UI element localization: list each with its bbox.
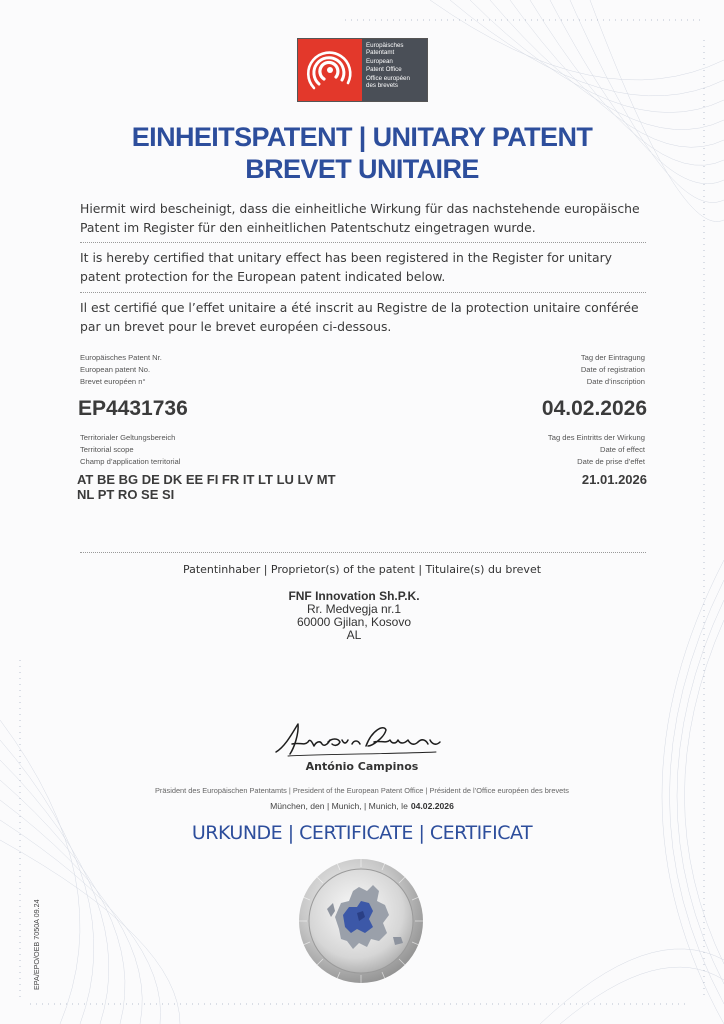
handwritten-signature xyxy=(268,716,448,760)
patent-no-label-en: European patent No. xyxy=(80,365,151,374)
logo-line: Patent Office xyxy=(366,65,402,73)
place-text: München, den | Munich, | Munich, le xyxy=(270,801,408,811)
territorial-scope-line: AT BE BG DE DK EE FI FR IT LT LU LV MT xyxy=(77,472,336,487)
form-code: EPA/EPO/OEB 7050A 09.24 xyxy=(32,899,41,990)
proprietor-country: AL xyxy=(346,628,362,642)
logo-line: Europäisches xyxy=(366,42,404,49)
epo-emblem-icon xyxy=(298,39,362,101)
territorial-scope xyxy=(77,472,397,502)
territorial-scope-labels xyxy=(80,432,180,468)
registration-label-de: Tag der Eintragung xyxy=(580,353,645,362)
effect-label-de: Tag des Eintritts der Wirkung xyxy=(547,433,645,442)
proprietor-city: 60000 Gjilan, Kosovo xyxy=(296,615,412,629)
epo-logo-text xyxy=(362,39,427,101)
silver-seal-europe-map-icon xyxy=(297,857,425,985)
signatory-role: Präsident des Europäischen Patentamts | President of the European Patent Office | Président de l’Office européen des brevets xyxy=(155,786,569,795)
title-line-1: EINHEITSPATENT | UNITARY PATENT xyxy=(131,122,593,152)
title-line-2: BREVET UNITAIRE xyxy=(245,154,479,184)
divider xyxy=(80,242,646,243)
territorial-label-fr: Champ d’application territorial xyxy=(80,457,181,466)
logo-line: des brevets xyxy=(366,82,398,90)
effect-date: 21.01.2026 xyxy=(581,472,647,487)
patent-number: EP4431736 xyxy=(78,397,188,420)
divider xyxy=(80,292,646,293)
patent-no-labels xyxy=(80,352,162,388)
registration-label-fr: Date d’inscription xyxy=(586,377,645,386)
registration-date: 04.02.2026 xyxy=(541,397,647,420)
statement-de: Hiermit wird bescheinigt, dass die einheitliche Wirkung für das nachstehende europäische Patent im Register für den einheitlichen Patentschutz eingetragen wurde. xyxy=(80,201,640,235)
patent-no-label-de: Europäisches Patent Nr. xyxy=(80,353,162,362)
territorial-label-en: Territorial scope xyxy=(80,445,134,454)
registration-date-labels xyxy=(581,352,645,388)
effect-label-fr: Date de prise d’effet xyxy=(577,457,645,466)
patent-no-label-fr: Brevet européen n° xyxy=(80,377,146,386)
epo-logo xyxy=(297,38,428,102)
proprietor-heading: Patentinhaber | Proprietor(s) of the patent | Titulaire(s) du brevet xyxy=(182,563,542,576)
proprietor-name: FNF Innovation Sh.P.K. xyxy=(288,589,420,603)
proprietor-street: Rr. Medvegja nr.1 xyxy=(306,602,402,616)
signatory-name: António Campinos xyxy=(305,760,419,773)
divider xyxy=(80,552,646,553)
territorial-scope-line: NL PT RO SE SI xyxy=(77,487,175,502)
effect-date-labels xyxy=(548,432,645,468)
territorial-label-de: Territorialer Geltungsbereich xyxy=(80,433,176,442)
statement-fr: Il est certifié que l’effet unitaire a été inscrit au Registre de la protection unitaire conférée par un brevet pour le brevet européen ci-dessous. xyxy=(80,300,639,334)
proprietor-block xyxy=(254,590,454,642)
logo-line: European xyxy=(366,58,393,66)
place-and-date xyxy=(0,801,724,811)
certificate-label: URKUNDE | CERTIFICATE | CERTIFICAT xyxy=(191,822,533,844)
effect-label-en: Date of effect xyxy=(599,445,645,454)
logo-line: Patentamt xyxy=(366,49,395,57)
logo-line: Office européen xyxy=(366,74,410,82)
statement-en: It is hereby certified that unitary effect has been registered in the Register for unitary patent protection for the European patent indicated below. xyxy=(80,250,613,284)
registration-label-en: Date of registration xyxy=(580,365,645,374)
signature-date: 04.02.2026 xyxy=(410,801,454,811)
